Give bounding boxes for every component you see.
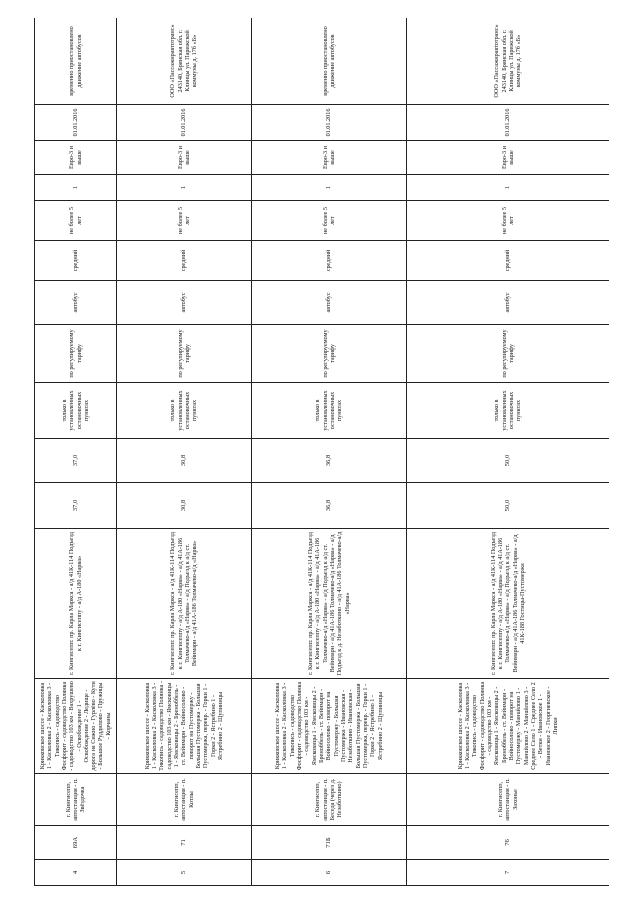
start-date: 01.01.2016 (35, 105, 117, 141)
start-date: 01.01.2016 (252, 105, 407, 141)
row-number: 6 (252, 860, 407, 886)
row-number: 4 (35, 860, 117, 886)
vehicle-count: 1 (35, 175, 117, 201)
route-number: 71Б (252, 826, 407, 860)
vehicle-type: автобус (117, 281, 252, 325)
route-name: г. Кингисепп, автостанция - п. Беседа (через д. Незаботкино) (252, 774, 407, 826)
route-streets: г. Кингисепп: пр. Карла Маркса - а/д 41К-114 Подъезд к г. Кингисеппу - а/д А-180 «Нарва» - а/д 41А-186 Толмачево-а/д «Нарва» - а/д Подъезд к а/д ст. Вейнмарн - а/д 41А-186 Толмачево-а/д «Нарва» - а/д Подъезд к д. Незаботкино - а/д 41А-186 Толмачево-а/д «Нарва» (252, 529, 407, 679)
eco-class: Евро-3 и выше (252, 141, 407, 175)
table-row (117, 18, 252, 886)
eco-class: Евро-3 и выше (407, 141, 610, 175)
route-length-forward: 30,8 (117, 483, 252, 529)
vehicle-age: не более 5 лет (117, 201, 252, 241)
carrier-info: ООО «Пассажиравтотранс» 243140, Брянская обл. г. Клинцы ул. Парижской коммуны д. 17б «Б» (407, 18, 610, 105)
eco-class: Евро-3 и выше (117, 141, 252, 175)
route-stops: Крикковское шоссе - Касколовка 1 - Касколовка 2 - Касколовка 3 - Тикопись - садоводство Фосфорит - садоводство Полянка - садоводство 103 км - Вахрушево - Освобождение 1 - Освобождение 2 - Ледище - дорога на Сижно - Гурлёво - Кути - Большое Руддилово - Пружицы - Корчаны (35, 679, 117, 774)
route-streets: г. Кингисепп: пр. Карла Маркса - а/д 41К-114 Подъезд к г. Кингисеппу - а/д А-180 «Нарва» - а/д 41А-186 Толмачево-а/д «Нарва» - а/д Подъезд к а/д ст. Вейнмарн - а/д 41А-186 Толмачево-а/д «Нарва» - а/д 41К-188 Гостицы-Пустомержа (407, 529, 610, 679)
route-length-back: 50,0 (407, 439, 610, 483)
carrier-info: временно приостановлено движение автобусов (252, 18, 407, 105)
row-number: 5 (117, 860, 252, 886)
route-number: 71 (117, 826, 252, 860)
vehicle-count: 1 (407, 175, 610, 201)
table-row (407, 18, 610, 886)
vehicle-class: средний (407, 241, 610, 281)
route-streets: г. Кингисепп: пр. Карла Маркса - а/д 41К-114 Подъезд к г. Кингисеппу - а/д А-180 «Нарва» - а/д 41А-186 Толмачево-а/д «Нарва» - а/д Подъезд к а/д ст. Вейнмарн - а/д 41А-186 Толмачево-а/д «Нарва» (117, 529, 252, 679)
vehicle-type: автобус (252, 281, 407, 325)
start-date: 01.01.2016 (117, 105, 252, 141)
route-length-back: 36,8 (252, 439, 407, 483)
route-number: 76 (407, 826, 610, 860)
vehicle-type: автобус (35, 281, 117, 325)
stop-mode: только в установленных остановочных пунктах (117, 383, 252, 439)
vehicle-age: не более 5 лет (252, 201, 407, 241)
carrier-info: ООО «Пассажиравтотранс» 243140, Брянская обл. г. Клинцы ул. Парижской коммуны д. 17б «Б» (117, 18, 252, 105)
route-length-forward: 50,0 (407, 483, 610, 529)
tariff-type: по регулируемому тарифу (407, 325, 610, 383)
vehicle-class: средний (252, 241, 407, 281)
vehicle-class: средний (35, 241, 117, 281)
table-row (252, 18, 407, 886)
tariff-type: по регулируемому тарифу (117, 325, 252, 383)
table-row (35, 18, 117, 886)
stop-mode: только в установленных остановочных пунктах (35, 383, 117, 439)
route-name: г. Кингисепп, автостанция - п. Захонье (407, 774, 610, 826)
vehicle-age: не более 5 лет (35, 201, 117, 241)
carrier-info: временно приостановлено движение автобусов (35, 18, 117, 105)
vehicle-count: 1 (252, 175, 407, 201)
vehicle-class: средний (117, 241, 252, 281)
route-streets: г. Кингисепп: пр. Карла Маркса - а/д 41К-114 Подъезд к г. Кингисеппу - а/д А-180 «Нарва» (35, 529, 117, 679)
vehicle-type: автобус (407, 281, 610, 325)
route-stops: Крикковское шоссе - Касколовка 1 - Касколовка 2 - Касколовка 3 - Тикопись - садоводство Фосфорит - садоводство Полянка - садоводство 103 км - Ямсковицы 1 - Ямсковицы 2 - Бреноббель - ст. Вейнмарн - Войносолово - поворот на Пустомержу - Большая Пустомержа - Ивановская - Незаботкино - Ивановская - Большая Пустомержа - Большая Пустомержа, перекр. - Горки 1 - Горки 2 - Ястребино 1 - Ястребино 2 - Щупиницы (252, 679, 407, 774)
route-name: г. Кингисепп, автостанция - п. Котлы (117, 774, 252, 826)
stop-mode: только в установленных остановочных пунктах (252, 383, 407, 439)
vehicle-count: 1 (117, 175, 252, 201)
route-length-back: 30,8 (117, 439, 252, 483)
route-length-forward: 36,8 (252, 483, 407, 529)
tariff-type: по регулируемому тарифу (35, 325, 117, 383)
eco-class: Евро-3 и выше (35, 141, 117, 175)
route-stops: Крикковское шоссе - Касколовка 1 - Касколовка 2 - Касколовка 3 - Тикопись - садоводство Полянка - садоводство 103 км - Ямсковицы 1 - Ямсковицы 2 - Бреноббель - ст. Вейнмарн - Войносолово - поворот на Пустомержу - Большая Пустомержа - Большая Пустомержа, перекр. - Горки 1 - Горки 2 - Ястребино 1 - Ястребино 2 - Щупиницы (117, 679, 252, 774)
route-length-back: 37,0 (35, 439, 117, 483)
tariff-type: по регулируемому тарифу (252, 325, 407, 383)
rotated-table (34, 18, 609, 886)
route-length-forward: 37,0 (35, 483, 117, 529)
routes-table (34, 18, 609, 886)
stop-mode: только в установленных остановочных пунктах (407, 383, 610, 439)
vehicle-age: не более 5 лет (407, 201, 610, 241)
route-number: 69А (35, 826, 117, 860)
table-viewport (34, 18, 609, 886)
row-number: 7 (407, 860, 610, 886)
start-date: 01.01.2016 (407, 105, 610, 141)
route-stops: Крикковское шоссе - Касколовка 1 - Касколовка 2 - Касколовка 3 - Тикопись - садоводство Фосфорит - садоводство Полянка - садоводство 103 км - Ямсковицы 1 - Ямсковицы 2 - Бреноббель - ст. Вейнмарн - Войносолово - поворот на Пустомержу - Манuйлово 1 - Манuйлово 2 - Манuйлово 3 - Среднее Село 1 - Среднее Село 2 - Ветки - Ивановское 1 - Ивановское 2 - Георгиевское - Липки (407, 679, 610, 774)
route-name: г. Кингисепп, автостанция - п. Звёздочка (35, 774, 117, 826)
